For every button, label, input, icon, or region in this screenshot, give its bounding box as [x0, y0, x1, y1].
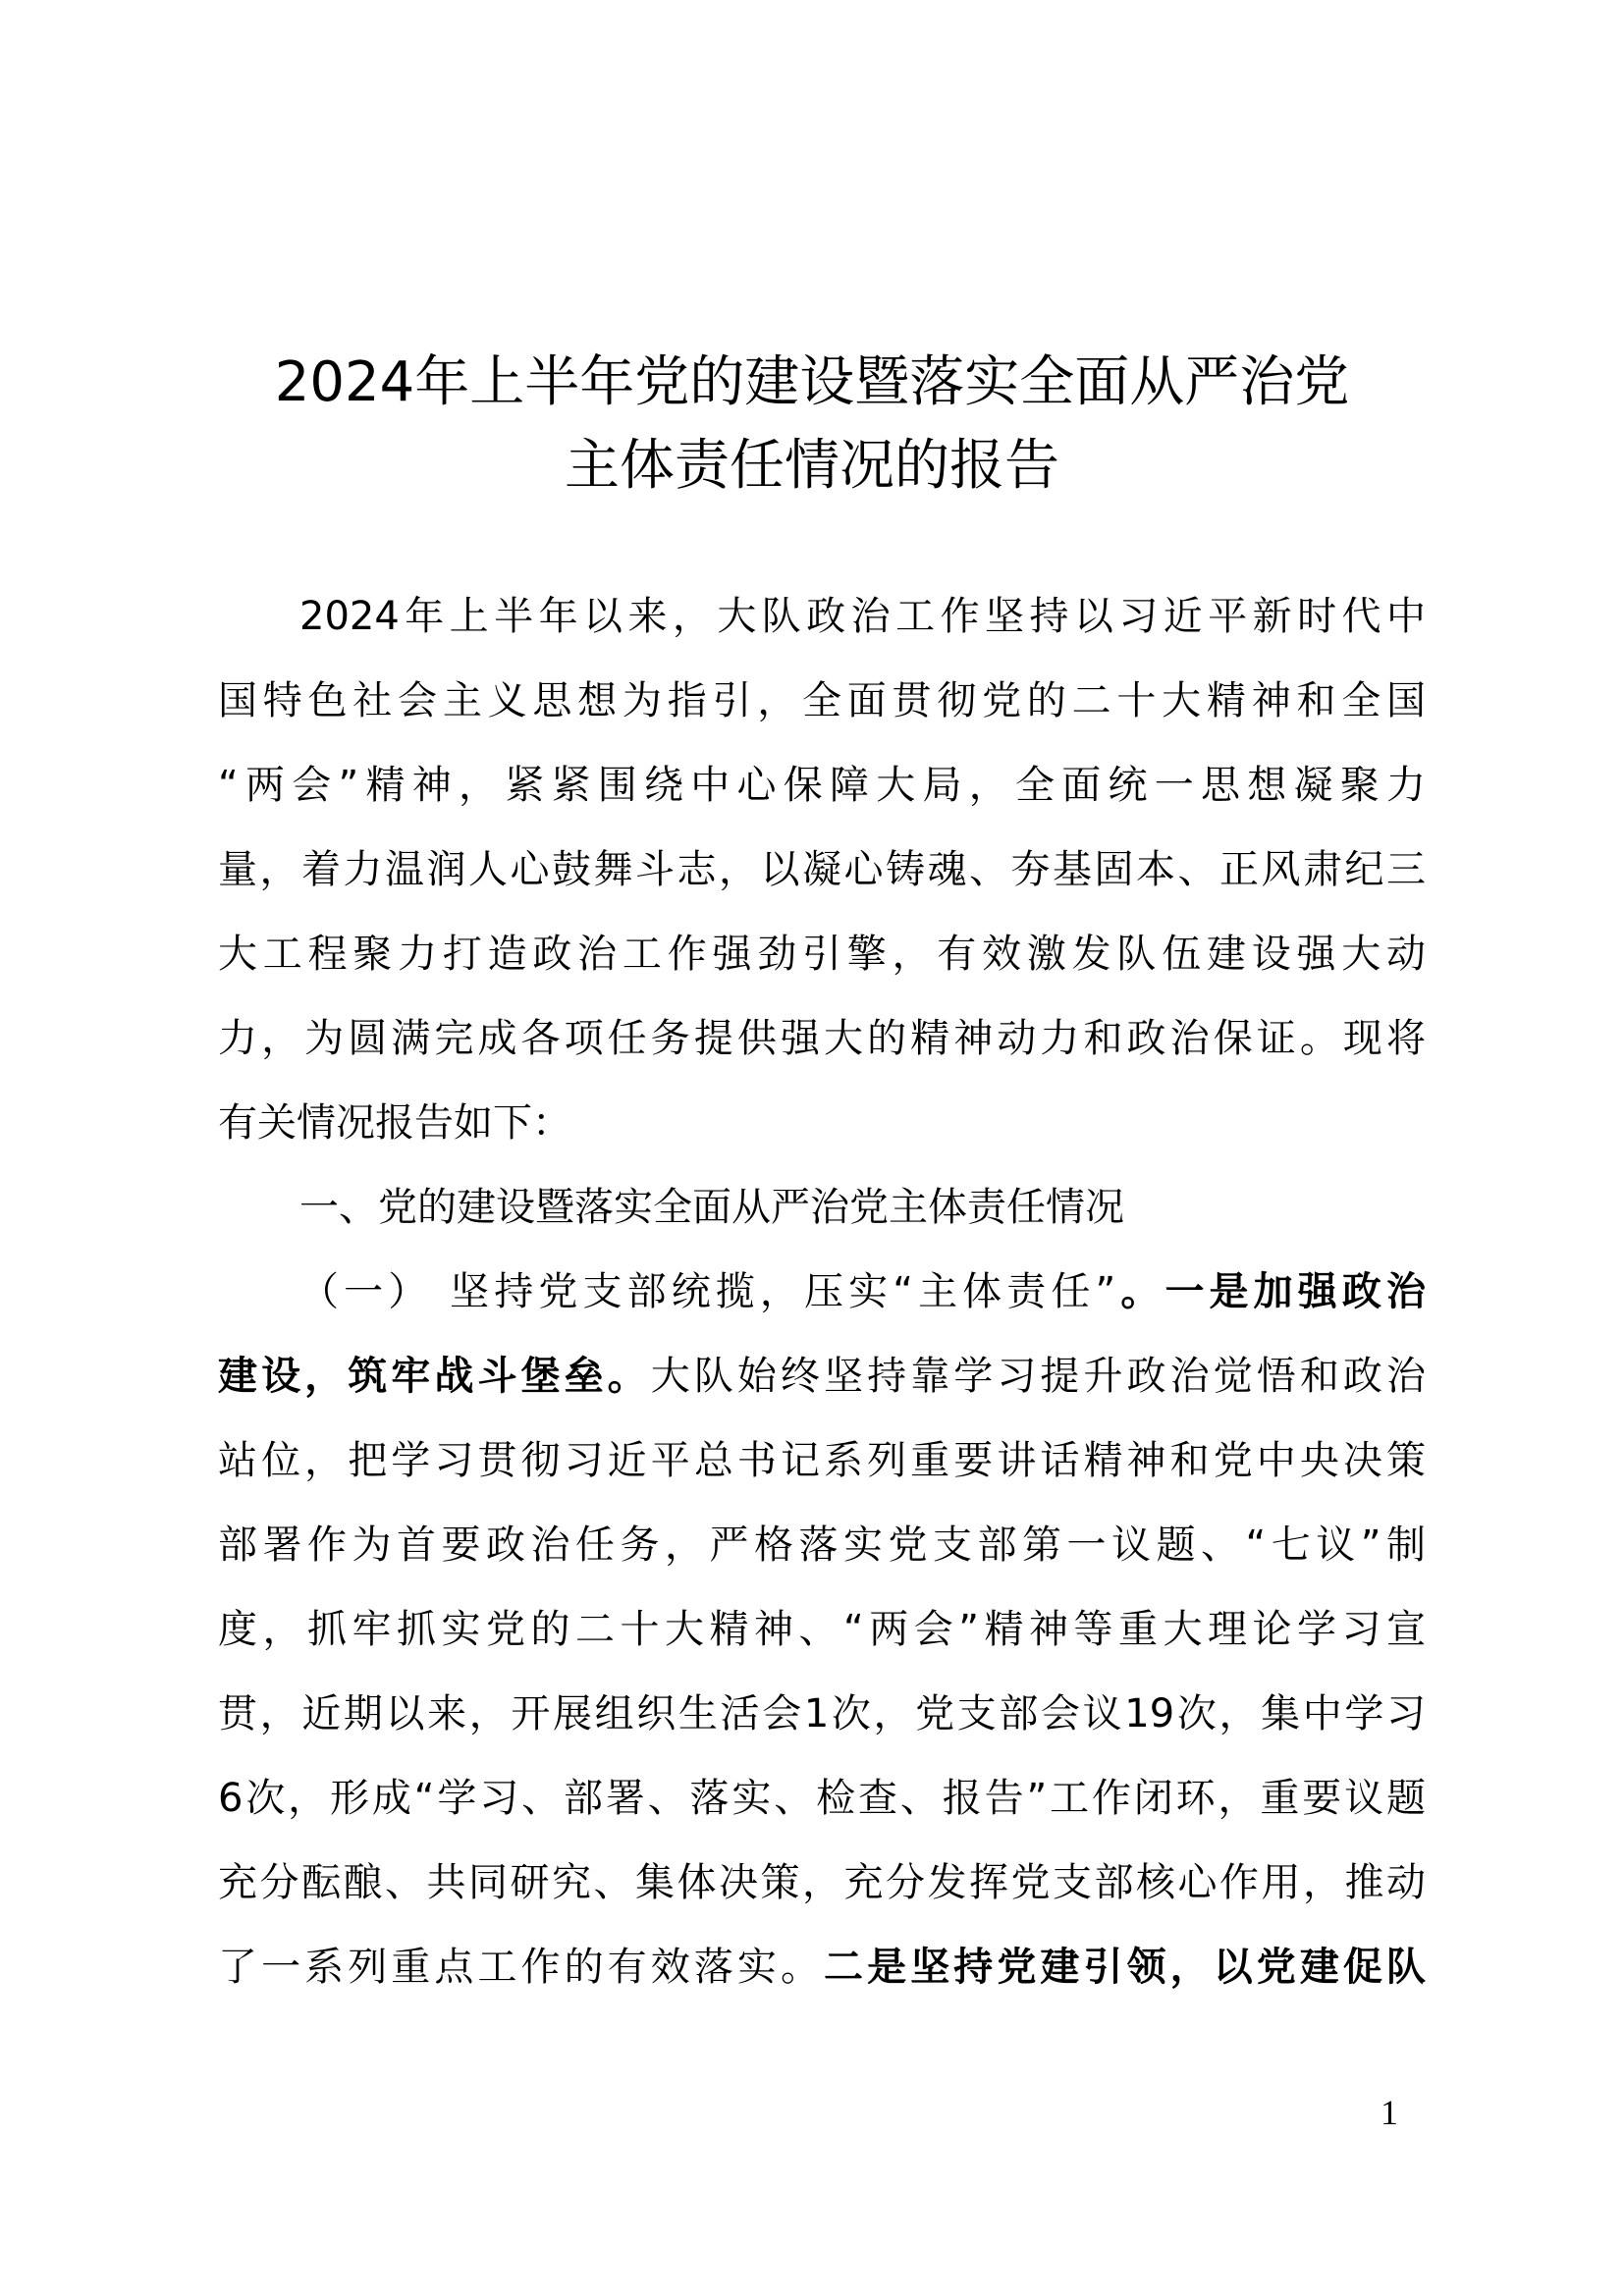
subsection-line: [218, 1347, 1426, 1406]
intro-paragraph-line: 力，为圆满完成各项任务提供强大的精神动力和政治保证。现将: [218, 1016, 1426, 1061]
page-number: 1: [1380, 2093, 1398, 2132]
intro-paragraph-line: 大工程聚力打造政治工作强劲引擎，有效激发队伍建设强大动: [218, 932, 1426, 977]
subsection-text: 大队始终坚持靠学习提升政治觉悟和政治: [650, 1354, 1427, 1399]
subsection-bold-lead: 。一是加强政治: [1115, 1269, 1426, 1314]
body-line: 站位，把学习贯彻习近平总书记系列重要讲话精神和党中央决策: [218, 1438, 1426, 1483]
intro-paragraph-line: 量，着力温润人心鼓舞斗志，以凝心铸魂、夯基固本、正风肃纪三: [218, 847, 1426, 892]
intro-paragraph-line: “两会”精神，紧紧围绕中心保障大局，全面统一思想凝聚力: [218, 763, 1426, 808]
body-line: 6次，形成“学习、部署、落实、检查、报告”工作闭环，重要议题: [218, 1776, 1426, 1821]
document-title-line-2: 主体责任情况的报告: [565, 434, 1059, 498]
intro-paragraph-line: 有关情况报告如下：: [218, 1100, 571, 1146]
body-line: 部署作为首要政治任务，严格落实党支部第一议题、“七议”制: [218, 1522, 1426, 1568]
body-line: 充分酝酿、共同研究、集体决策，充分发挥党支部核心作用，推动: [218, 1860, 1426, 1905]
body-line: 贯，近期以来，开展组织生活会1次，党支部会议19次，集中学习: [218, 1691, 1426, 1736]
intro-paragraph-line: 2024年上半年以来，大队政治工作坚持以习近平新时代中: [299, 594, 1426, 639]
intro-paragraph-line: 国特色社会主义思想为指引，全面贯彻党的二十大精神和全国: [218, 678, 1426, 723]
body-line: [218, 1938, 1426, 1997]
subsection-bold-lead: 建设，筑牢战斗堡垒。: [218, 1354, 651, 1399]
section-heading: 一、党的建设暨落实全面从严治党主体责任情况: [299, 1185, 1124, 1230]
subsection-heading: （一） 坚持党支部统揽，压实“主体责任”: [299, 1269, 1116, 1314]
body-line: 度，抓牢抓实党的二十大精神、“两会”精神等重大理论学习宣: [218, 1607, 1426, 1652]
subsection-line: [299, 1262, 1426, 1321]
bold-lead-two: 二是坚持党建引领，以党建促队: [824, 1945, 1427, 1990]
document-title-line-1: 2024年上半年党的建设暨落实全面从严治党: [274, 350, 1350, 414]
body-text: 了一系列重点工作的有效落实。: [218, 1945, 825, 1990]
